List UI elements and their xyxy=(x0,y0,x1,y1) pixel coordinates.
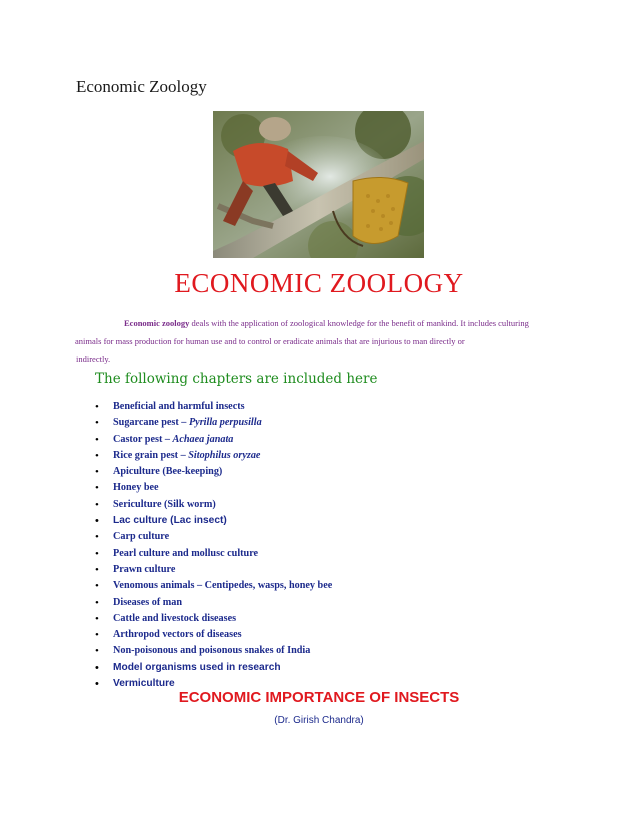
list-item: • Lac culture (Lac insect) xyxy=(95,513,332,529)
list-item: • Cattle and livestock diseases xyxy=(95,611,332,627)
list-item: • Rice grain pest – Sitophilus oryzae xyxy=(95,448,332,464)
list-item: • Diseases of man xyxy=(95,595,332,611)
chapter-list xyxy=(95,399,332,692)
list-item: • Sugarcane pest – Pyrilla perpusilla xyxy=(95,415,332,431)
intro-term: Economic zoology xyxy=(124,318,190,328)
chapters-heading: The following chapters are included here xyxy=(95,371,378,387)
list-item: • Arthropod vectors of diseases xyxy=(95,627,332,643)
list-item: • Apiculture (Bee-keeping) xyxy=(95,464,332,480)
list-item: • Honey bee xyxy=(95,480,332,496)
intro-paragraph xyxy=(76,314,566,368)
author-credit: (Dr. Girish Chandra) xyxy=(274,715,364,726)
main-title: ECONOMIC ZOOLOGY xyxy=(174,268,464,298)
list-item: • Model organisms used in research xyxy=(95,660,332,676)
honey-collector-photo xyxy=(213,111,424,258)
section-title: ECONOMIC IMPORTANCE OF INSECTS xyxy=(178,689,460,706)
intro-line-1-rest: deals with the application of zoological knowledge for the benefit of mankind. It includes culturing xyxy=(189,318,529,328)
intro-line-2: animals for mass production for human use and to control or eradicate animals that are injurious to man directly or xyxy=(75,336,465,346)
list-item: • Castor pest – Achaea janata xyxy=(95,432,332,448)
intro-line-3: indirectly. xyxy=(76,354,111,364)
document-title: Economic Zoology xyxy=(76,77,207,96)
list-item: • Beneficial and harmful insects xyxy=(95,399,332,415)
intro-line-1 xyxy=(76,314,566,332)
list-item: • Pearl culture and mollusc culture xyxy=(95,546,332,562)
list-item: • Sericulture (Silk worm) xyxy=(95,497,332,513)
list-item: • Venomous animals – Centipedes, wasps, honey bee xyxy=(95,578,332,594)
list-item: • Non-poisonous and poisonous snakes of India xyxy=(95,643,332,659)
list-item: • Vermiculture xyxy=(95,676,332,692)
list-item: • Carp culture xyxy=(95,529,332,545)
list-item: • Prawn culture xyxy=(95,562,332,578)
